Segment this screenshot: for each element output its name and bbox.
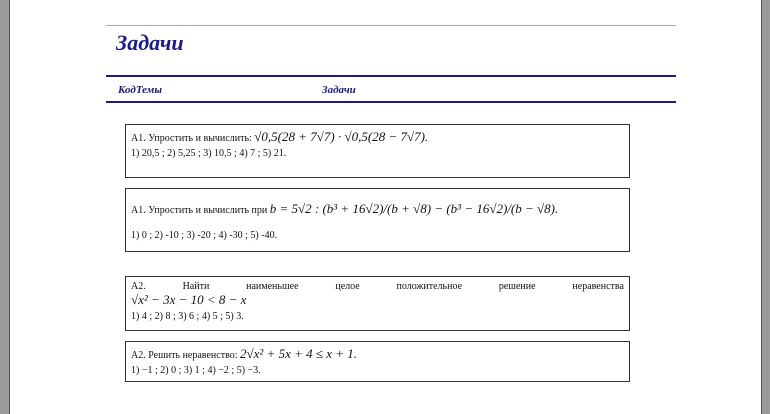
task-answers: 1) 4 ; 2) 8 ; 3) 6 ; 4) 5 ; 5) 3. bbox=[131, 311, 244, 322]
task-box bbox=[125, 188, 630, 252]
task-expression: √0,5(28 + 7√7) · √0,5(28 − 7√7). bbox=[254, 129, 429, 144]
task-word: положительное bbox=[396, 281, 463, 292]
task-word: Найти bbox=[182, 281, 210, 292]
task-box bbox=[125, 276, 630, 331]
task-answers: 1) 0 ; 2) -10 ; 3) -20 ; 4) -30 ; 5) -40. bbox=[131, 230, 278, 241]
task-text: A1. Упростить и вычислить при bbox=[131, 205, 268, 216]
task-word: решение bbox=[498, 281, 536, 292]
top-divider bbox=[106, 25, 676, 26]
task-statement bbox=[131, 129, 624, 145]
task-statement bbox=[131, 193, 624, 227]
task-word: неравенства bbox=[572, 281, 624, 292]
task-answers: 1) 20,5 ; 2) 5,25 ; 3) 10,5 ; 4) 7 ; 5) 21. bbox=[131, 148, 287, 159]
task-text: A1. Упростить и вычислить: bbox=[131, 133, 252, 144]
task-expression: b = 5√2 : (b³ + 16√2)/(b + √8) − (b³ − 16√2)/(b − √8). bbox=[269, 201, 559, 216]
page-title: Задачи bbox=[116, 30, 184, 55]
task-statement bbox=[131, 281, 624, 292]
task-text: A2. Решить неравенство: bbox=[131, 350, 238, 361]
task-statement bbox=[131, 346, 624, 362]
header-rule-top bbox=[106, 75, 676, 77]
task-box bbox=[125, 124, 630, 178]
column-header-code: КодТемы bbox=[118, 84, 162, 96]
task-word: наименьшее bbox=[246, 281, 299, 292]
task-box bbox=[125, 341, 630, 382]
header-rule-bottom bbox=[106, 101, 676, 103]
task-word: целое bbox=[335, 281, 360, 292]
task-word: A2. bbox=[131, 281, 146, 292]
task-answers: 1) −1 ; 2) 0 ; 3) 1 ; 4) −2 ; 5) −3. bbox=[131, 365, 261, 376]
document-page bbox=[9, 0, 762, 414]
task-expression: 2√x² + 5x + 4 ≤ x + 1. bbox=[240, 346, 358, 361]
column-header-tasks: Задачи bbox=[322, 84, 356, 96]
task-expression: √x² − 3x − 10 < 8 − x bbox=[131, 292, 247, 307]
